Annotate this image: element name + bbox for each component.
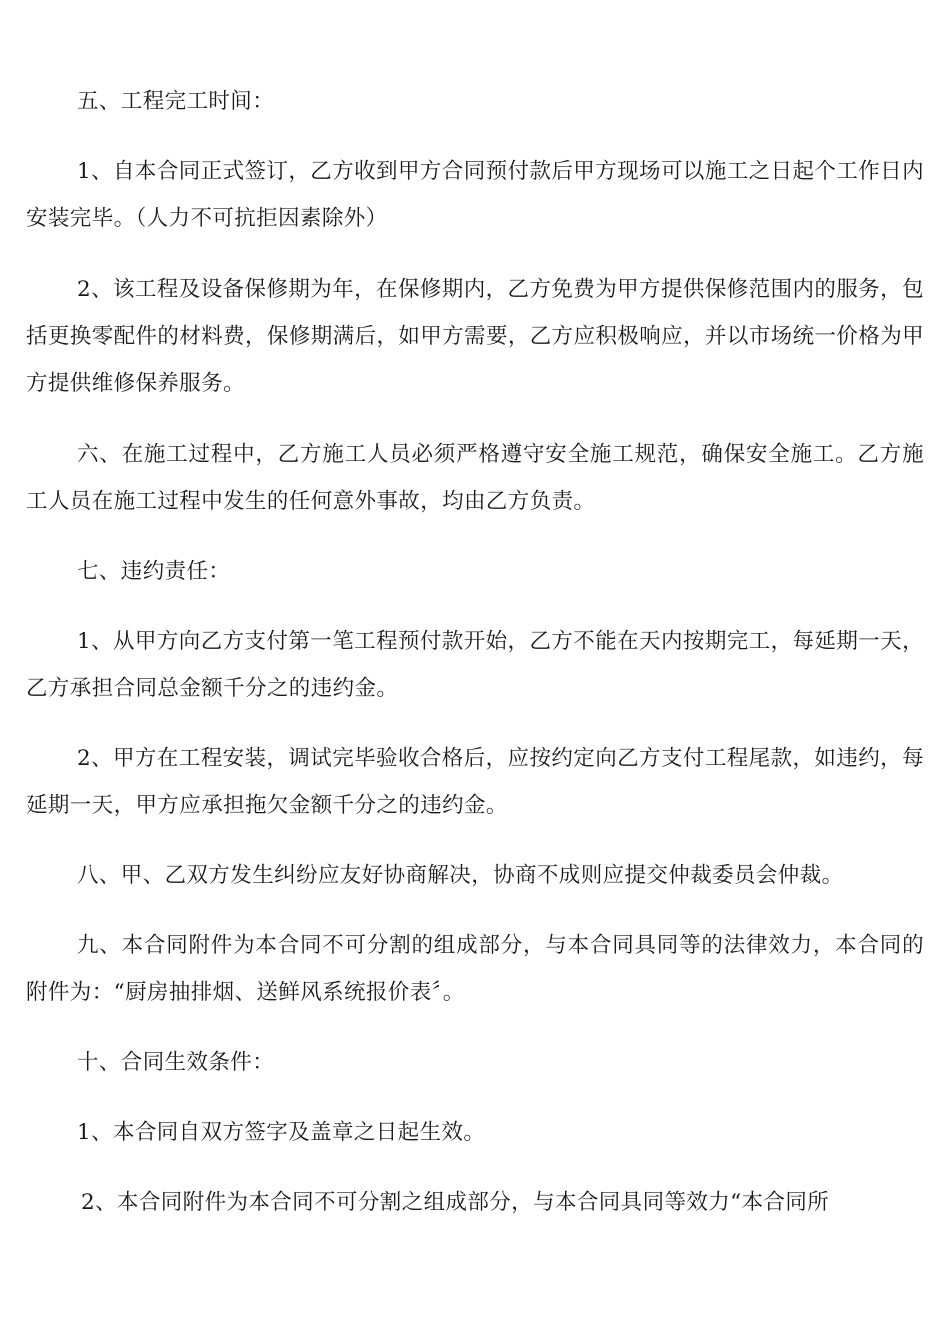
section-10-heading: 十、合同生效条件： <box>77 1050 275 1075</box>
clause-10-2: 2、本合同附件为本合同不可分割之组成部分，与本合同具同等效力“本合同所 <box>81 1190 830 1215</box>
section-7-heading: 七、违约责任： <box>77 559 231 584</box>
clause-5-1: 1、自本合同正式签订，乙方收到甲方合同预付款后甲方现场可以施工之日起个工作日内安装完毕。（人力不可抗拒因素除外） <box>26 159 924 231</box>
clause-5-2: 2、该工程及设备保修期为年，在保修期内，乙方免费为甲方提供保修范围内的服务，包括更换零配件的材料费，保修期满后，如甲方需要，乙方应积极响应，并以市场统一价格为甲方提供维修保养服务。 <box>26 277 924 396</box>
section-9-paragraph: 九、本合同附件为本合同不可分割的组成部分，与本合同具同等的法律效力，本合同的附件为：“厨房抽排烟、送鲜风系统报价表〞。 <box>26 933 924 1005</box>
section-6-paragraph: 六、在施工过程中，乙方施工人员必须严格遵守安全施工规范，确保安全施工。乙方施工人员在施工过程中发生的任何意外事故，均由乙方负责。 <box>26 442 924 514</box>
clause-10-1: 1、本合同自双方签字及盖章之日起生效。 <box>77 1120 486 1145</box>
section-5-heading: 五、工程完工时间： <box>77 89 275 114</box>
section-8-paragraph: 八、甲、乙双方发生纠纷应友好协商解决，协商不成则应提交仲裁委员会仲裁。 <box>77 863 844 888</box>
clause-7-1: 1、从甲方向乙方支付第一笔工程预付款开始，乙方不能在天内按期完工，每延期一天，乙方承担合同总金额千分之的违约金。 <box>26 629 924 701</box>
clause-7-2: 2、甲方在工程安装，调试完毕验收合格后，应按约定向乙方支付工程尾款，如违约，每延期一天，甲方应承担拖欠金额千分之的违约金。 <box>26 746 924 818</box>
